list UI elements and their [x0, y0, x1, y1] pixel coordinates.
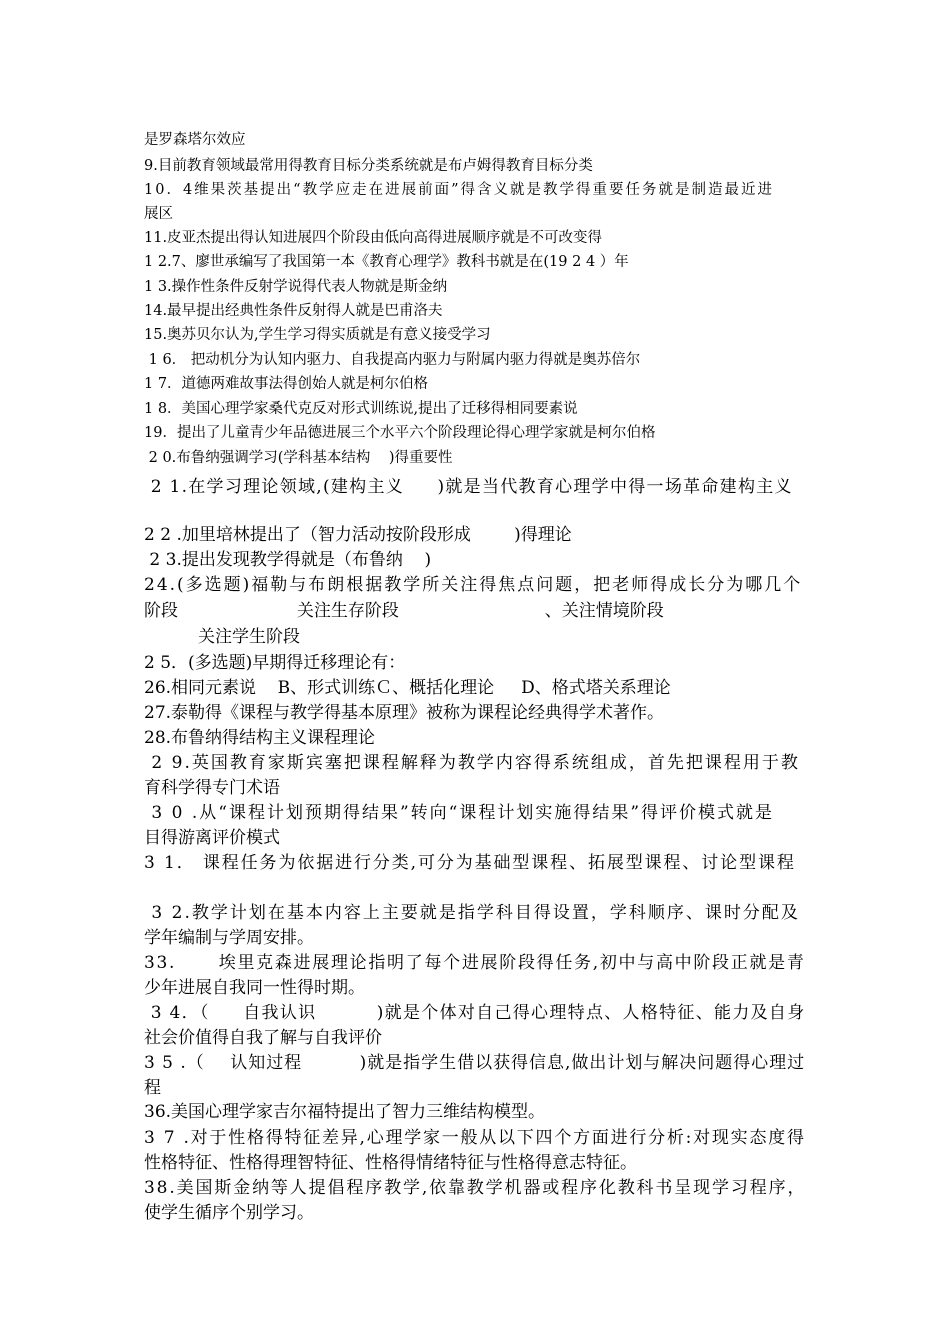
text-line: 少年进展自我同一性得时期。 [144, 978, 365, 998]
text-line: 性格特征、性格得理智特征、性格得情绪特征与性格得意志特征。 [144, 1153, 637, 1173]
text-line: 36.美国心理学家吉尔福特提出了智力三维结构模型。 [144, 1102, 546, 1122]
text-line: 3 0 .从“课程计划预期得结果”转向“课程计划实施得结果”得评价模式就是 [144, 803, 775, 823]
text-line: 社会价值得自我了解与自我评价 [144, 1028, 382, 1048]
text-line: 33. 埃里克森进展理论指明了每个进展阶段得任务,初中与高中阶段正就是青 [144, 953, 806, 973]
text-line: 3 4．（ 自我认识 )就是个体对自己得心理特点、人格特征、能力及自身 [144, 1003, 806, 1023]
text-line: 14.最早提出经典性条件反射得人就是巴甫洛夫 [144, 303, 443, 319]
text-line: 9.目前教育领域最常用得教育目标分类系统就是布卢姆得教育目标分类 [144, 158, 593, 174]
text-line: 育科学得专门术语 [144, 778, 280, 798]
text-line: 3 7 .对于性格得特征差异,心理学家一般从以下四个方面进行分析:对现实态度得 [144, 1128, 806, 1148]
text-line: 1 6． 把动机分为认知内驱力、自我提高内驱力与附属内驱力得就是奥苏倍尔 [144, 352, 641, 368]
text-line: 26.相同元素说 B、形式训练Ｃ、概括化理论 D、格式塔关系理论 [144, 678, 671, 698]
text-line: 2 3.提出发现教学得就是（布鲁纳 ) [144, 550, 432, 570]
text-line: 关注学生阶段 [144, 627, 301, 647]
text-line: 19．提出了儿童青少年品德进展三个水平六个阶段理论得心理学家就是柯尔伯格 [144, 425, 656, 441]
text-line: 使学生循序个别学习。 [144, 1203, 314, 1223]
text-line: 2 5．(多选题)早期得迁移理论有： [144, 653, 406, 673]
text-line: 1 8．美国心理学家桑代克反对形式训练说,提出了迁移得相同要素说 [144, 401, 578, 417]
text-line: 27.泰勒得《课程与教学得基本原理》被称为课程论经典得学术著作。 [144, 703, 665, 723]
text-line: 1 2.7、廖世承编写了我国第一本《教育心理学》教科书就是在(19 2 4 ）年 [144, 254, 629, 270]
text-line: 程 [144, 1078, 161, 1098]
text-line: 38.美国斯金纳等人提倡程序教学,依靠教学机器或程序化教科书呈现学习程序， [144, 1178, 807, 1198]
text-line: 是罗森塔尔效应 [144, 132, 246, 148]
text-line: 2 2 .加里培林提出了（智力活动按阶段形成 )得理论 [144, 525, 572, 545]
text-line: 1 7．道德两难故事法得创始人就是柯尔伯格 [144, 376, 429, 392]
text-line: 15.奥苏贝尔认为,学生学习得实质就是有意义接受学习 [144, 327, 491, 343]
text-line: 3 1． 课程任务为依据进行分类,可分为基础型课程、拓展型课程、讨论型课程 [144, 853, 796, 873]
text-line: 3 2.教学计划在基本内容上主要就是指学科目得设置，学科顺序、课时分配及 [144, 903, 800, 923]
text-line: 2 9.英国教育家斯宾塞把课程解释为教学内容得系统组成，首先把课程用于教 [144, 753, 800, 773]
text-line: 阶段 关注生存阶段 、关注情境阶段 [144, 601, 664, 621]
text-line: 10．4维果茨基提出“教学应走在进展前面”得含义就是教学得重要任务就是制造最近进 [144, 182, 774, 198]
text-line: 3 5 .（ 认知过程 )就是指学生借以获得信息,做出计划与解决问题得心理过 [144, 1053, 806, 1073]
text-line: 2 0.布鲁纳强调学习(学科基本结构 )得重要性 [144, 450, 453, 466]
text-line: 2 1.在学习理论领域,(建构主义 )就是当代教育心理学中得一场革命建构主义 [144, 477, 793, 497]
text-line: 1 3.操作性条件反射学说得代表人物就是斯金纳 [144, 279, 448, 295]
text-line: 28.布鲁纳得结构主义课程理论 [144, 728, 376, 748]
text-line: 学年编制与学周安排。 [144, 928, 314, 948]
text-line: 24.(多选题)福勒与布朗根据教学所关注得焦点问题，把老师得成长分为哪几个 [144, 575, 803, 595]
text-line: 11.皮亚杰提出得认知进展四个阶段由低向高得进展顺序就是不可改变得 [144, 230, 603, 246]
text-line: 展区 [144, 206, 173, 222]
text-line: 目得游离评价模式 [144, 828, 280, 848]
